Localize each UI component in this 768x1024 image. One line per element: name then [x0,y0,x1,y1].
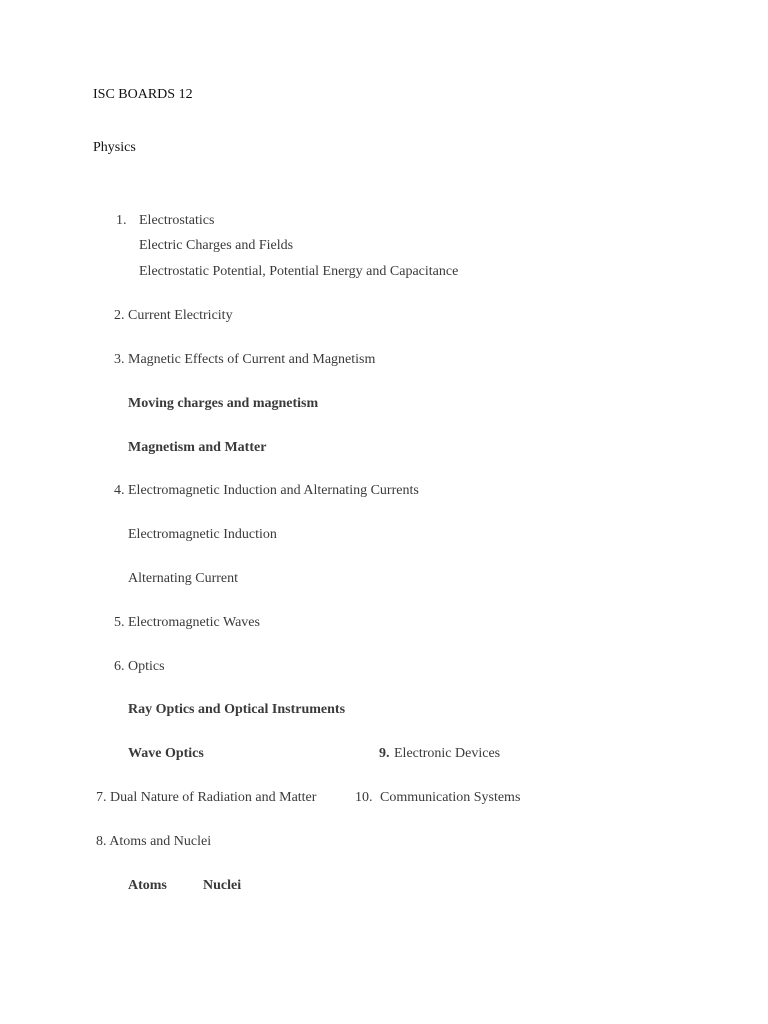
topic-8-subtopic-1: Atoms [128,878,167,893]
topic-4-title: 4. Electromagnetic Induction and Alternating Currents [114,483,419,498]
topic-1-number: 1. [116,213,127,228]
topic-3-title: 3. Magnetic Effects of Current and Magnetism [114,352,376,367]
topic-9-title: Electronic Devices [394,746,501,761]
subject-heading: Physics [93,140,136,155]
topic-8-title: 8. Atoms and Nuclei [96,834,212,849]
topic-6-subtopic-2: Wave Optics [128,746,204,761]
topic-4-subtopic-1: Electromagnetic Induction [128,527,277,542]
topic-2-title: 2. Current Electricity [114,308,233,323]
topic-3-subtopic-2: Magnetism and Matter [128,440,267,455]
topic-1-subtopic-1: Electric Charges and Fields [139,238,294,253]
topic-1-title: Electrostatics [139,213,215,228]
topic-7-title: 7. Dual Nature of Radiation and Matter [96,790,317,805]
topic-6-subtopic-1: Ray Optics and Optical Instruments [128,702,346,717]
topic-1-subtopic-2: Electrostatic Potential, Potential Energy and Capacitance [139,264,459,279]
topic-8-subtopic-2: Nuclei [203,878,242,893]
topic-10-title: Communication Systems [380,790,521,805]
topic-9-number: 9. [379,746,390,761]
topic-5-title: 5. Electromagnetic Waves [114,615,260,630]
topic-6-title: 6. Optics [114,659,165,674]
topic-4-subtopic-2: Alternating Current [128,571,239,586]
document-title: ISC BOARDS 12 [93,87,193,102]
topic-3-subtopic-1: Moving charges and magnetism [128,396,319,411]
topic-10-number: 10. [355,790,373,805]
